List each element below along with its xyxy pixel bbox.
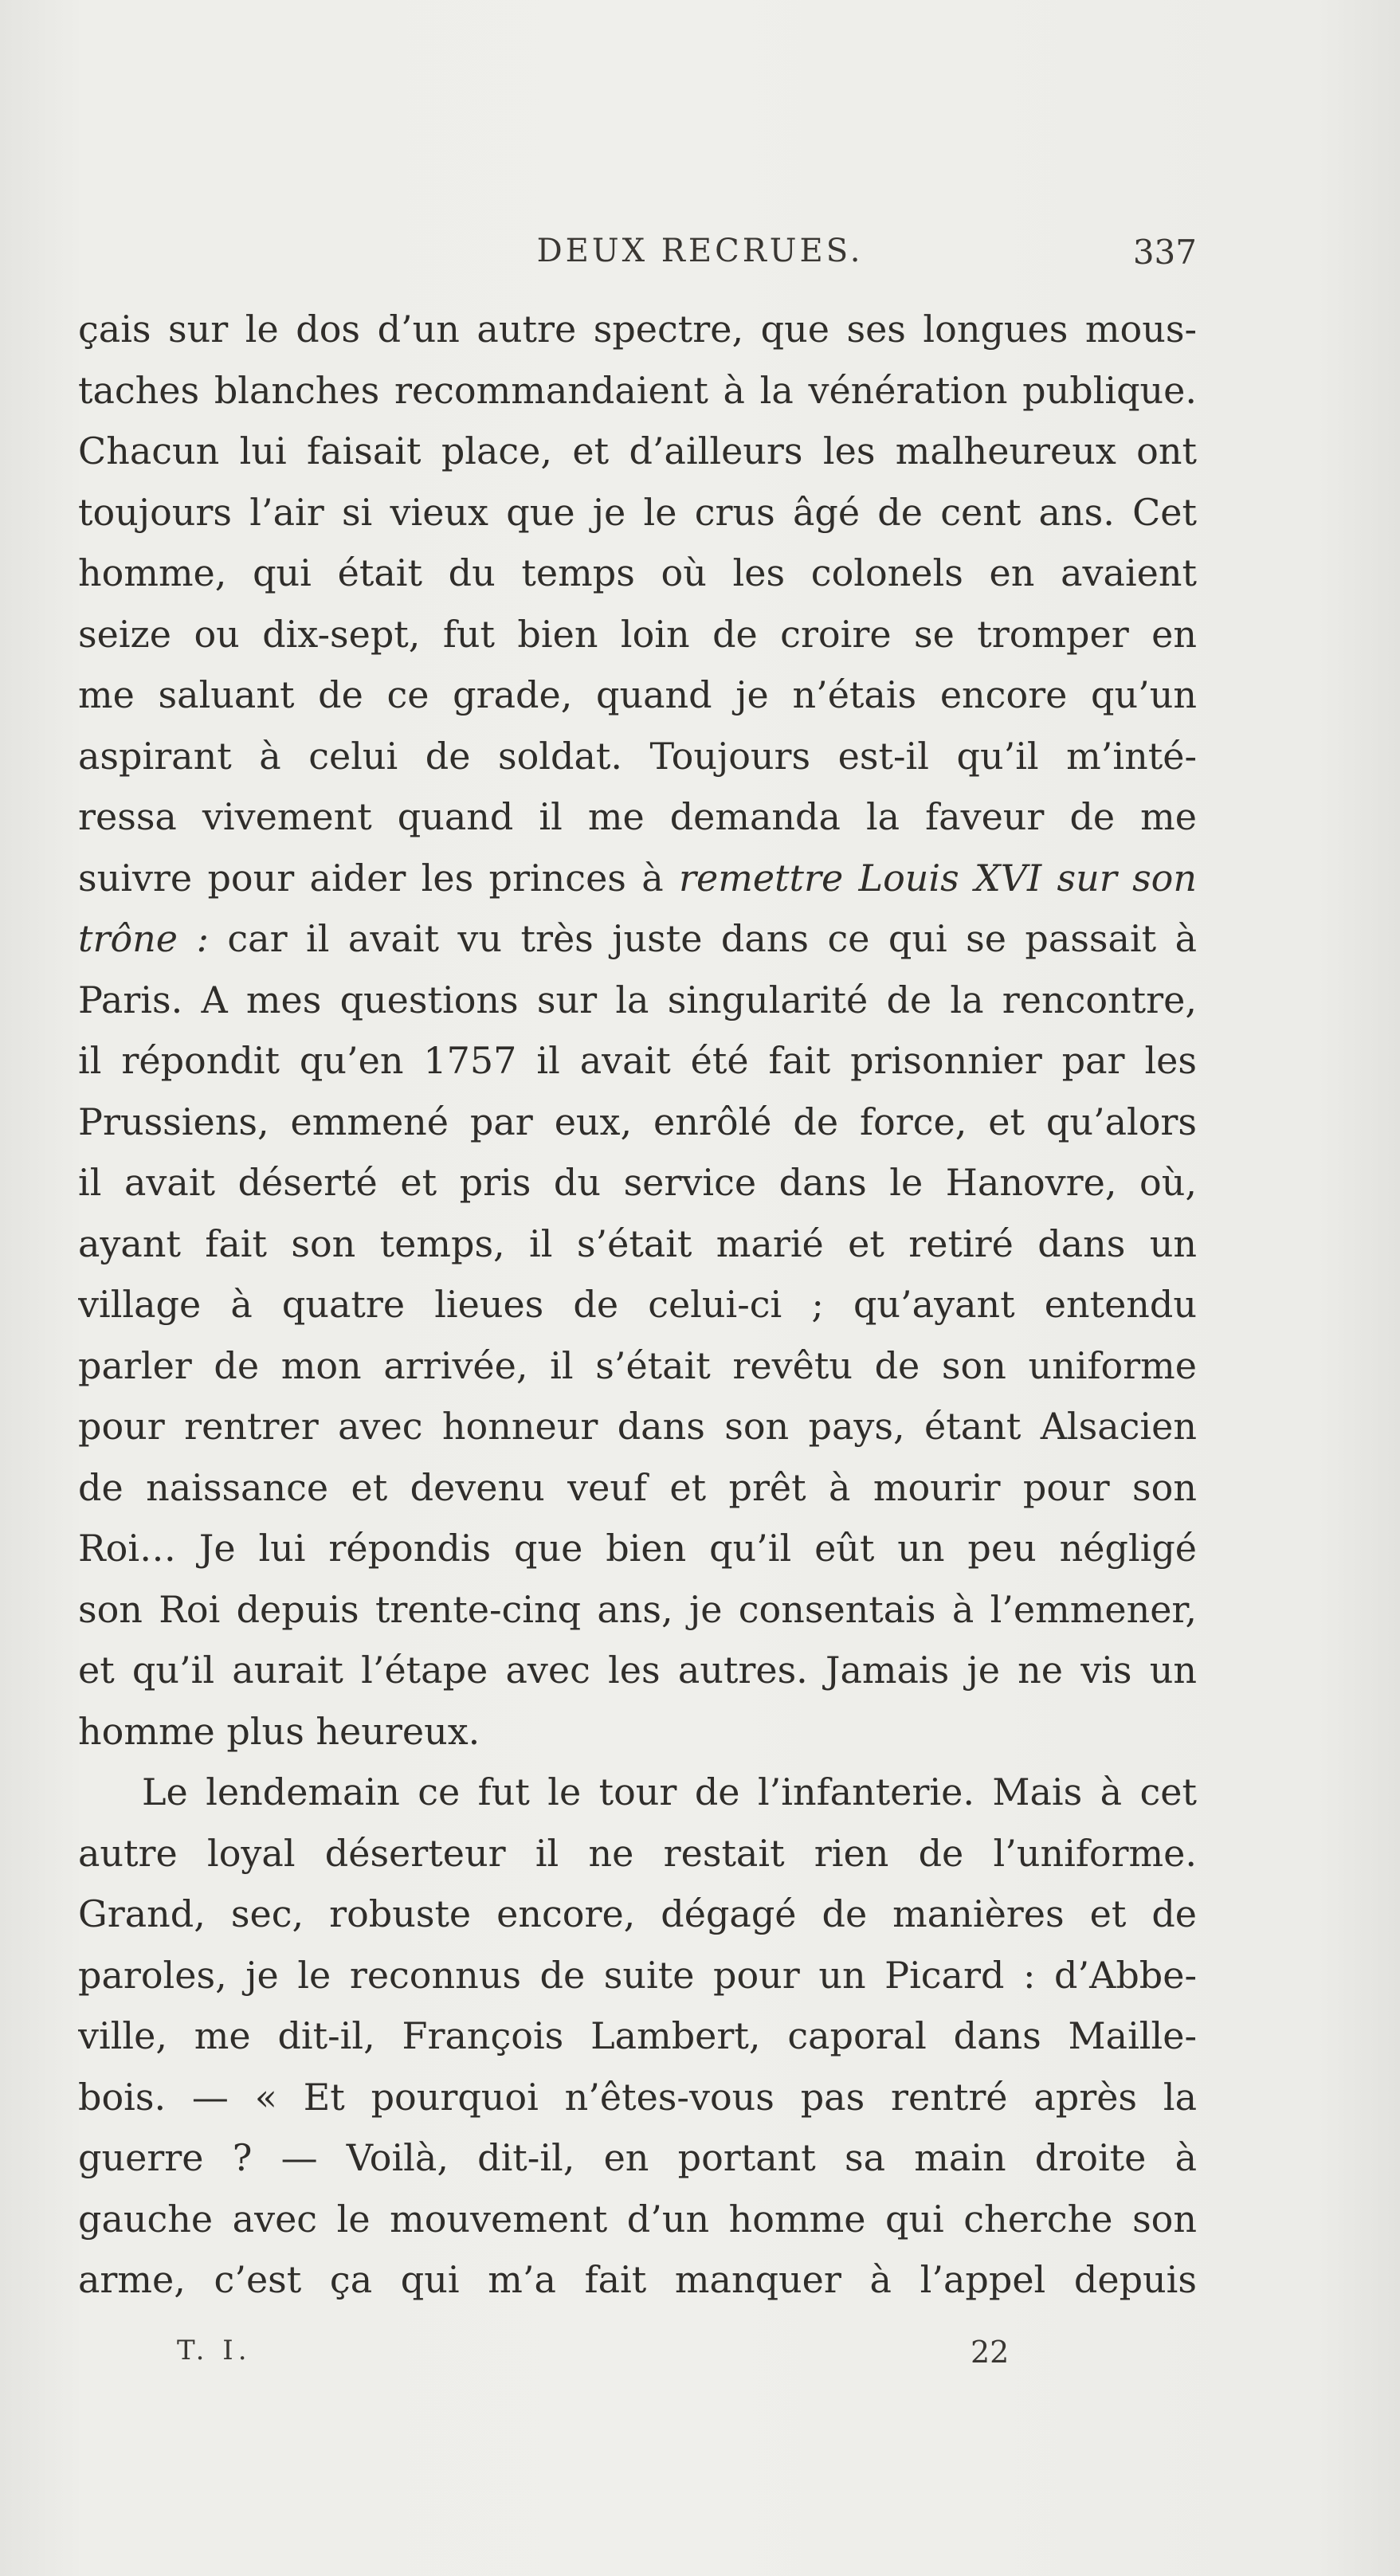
text-line: parler de mon arrivée, il s’était revêtu de son uniforme xyxy=(78,1343,1197,1387)
text-line: son Roi depuis trente-cinq ans, je consentais à l’emmener, xyxy=(78,1587,1197,1631)
text-segment: car il avait vu très juste dans ce qui se passait à xyxy=(208,917,1197,960)
text-line: autre loyal déserteur il ne restait rien de l’uniforme. xyxy=(78,1831,1197,1875)
running-title: DEUX RECRUES. xyxy=(536,233,864,269)
text-line: de naissance et devenu veuf et prêt à mourir pour son xyxy=(78,1465,1197,1509)
page-number: 337 xyxy=(1132,233,1197,272)
text-line: ville, me dit-il, François Lambert, caporal dans Maille- xyxy=(78,2014,1197,2057)
text-line: Paris. A mes questions sur la singularité de la rencontre, xyxy=(78,978,1197,1021)
italic-segment: remettre Louis XVI sur son xyxy=(678,856,1197,900)
text-line: me saluant de ce grade, quand je n’étais encore qu’un xyxy=(78,673,1197,716)
text-line: toujours l’air si vieux que je le crus âgé de cent ans. Cet xyxy=(78,490,1197,534)
text-line-mixed xyxy=(78,848,1197,909)
text-line: seize ou dix-sept, fut bien loin de croire se tromper en xyxy=(78,612,1197,656)
sheet-number: 22 xyxy=(971,2335,1010,2370)
text-line: aspirant à celui de soldat. Toujours est-il qu’il m’inté- xyxy=(78,734,1197,778)
italic-segment: trône : xyxy=(78,917,209,960)
text-line: guerre ? — Voilà, dit-il, en portant sa main droite à xyxy=(78,2136,1197,2179)
text-line: arme, c’est ça qui m’a fait manquer à l’appel depuis xyxy=(78,2258,1197,2301)
text-line: pour rentrer avec honneur dans son pays, étant Alsacien xyxy=(78,1405,1197,1448)
text-line: Prussiens, emmené par eux, enrôlé de force, et qu’alors xyxy=(78,1100,1197,1143)
text-line: taches blanches recommandaient à la vénération publique. xyxy=(78,368,1197,412)
text-line: çais sur le dos d’un autre spectre, que ses longues mous- xyxy=(78,308,1197,351)
text-line: ressa vivement quand il me demanda la faveur de me xyxy=(78,795,1197,838)
text-line: il répondit qu’en 1757 il avait été fait prisonnier par les xyxy=(78,1039,1197,1082)
text-line: et qu’il aurait l’étape avec les autres. Jamais je ne vis un xyxy=(78,1649,1197,1692)
text-line: homme plus heureux. xyxy=(78,1709,480,1753)
signature-mark: T. I. xyxy=(177,2335,252,2366)
text-line: il avait déserté et pris du service dans le Hanovre, où, xyxy=(78,1161,1197,1204)
text-line: ayant fait son temps, il s’était marié et retiré dans un xyxy=(78,1221,1197,1265)
text-line: Grand, sec, robuste encore, dégagé de manières et de xyxy=(78,1892,1197,1935)
text-line: gauche avec le mouvement d’un homme qui cherche son xyxy=(78,2197,1197,2241)
text-line: Chacun lui faisait place, et d’ailleurs les malheureux ont xyxy=(78,429,1197,472)
text-line-mixed xyxy=(78,908,1197,970)
text-segment: suivre pour aider les princes à xyxy=(78,856,664,900)
text-line: Roi… Je lui répondis que bien qu’il eût un peu négligé xyxy=(78,1527,1197,1570)
text-line: village à quatre lieues de celui-ci ; qu’ayant entendu xyxy=(78,1283,1197,1326)
text-line: paroles, je le reconnus de suite pour un Picard : d’Abbe- xyxy=(78,1953,1197,1997)
text-line: bois. — « Et pourquoi n’êtes-vous pas rentré après la xyxy=(78,2075,1197,2119)
body-text xyxy=(78,299,1197,2311)
text-line: Le lendemain ce fut le tour de l’infanterie. Mais à cet xyxy=(142,1770,1197,1813)
text-line: homme, qui était du temps où les colonels en avaient xyxy=(78,551,1197,594)
